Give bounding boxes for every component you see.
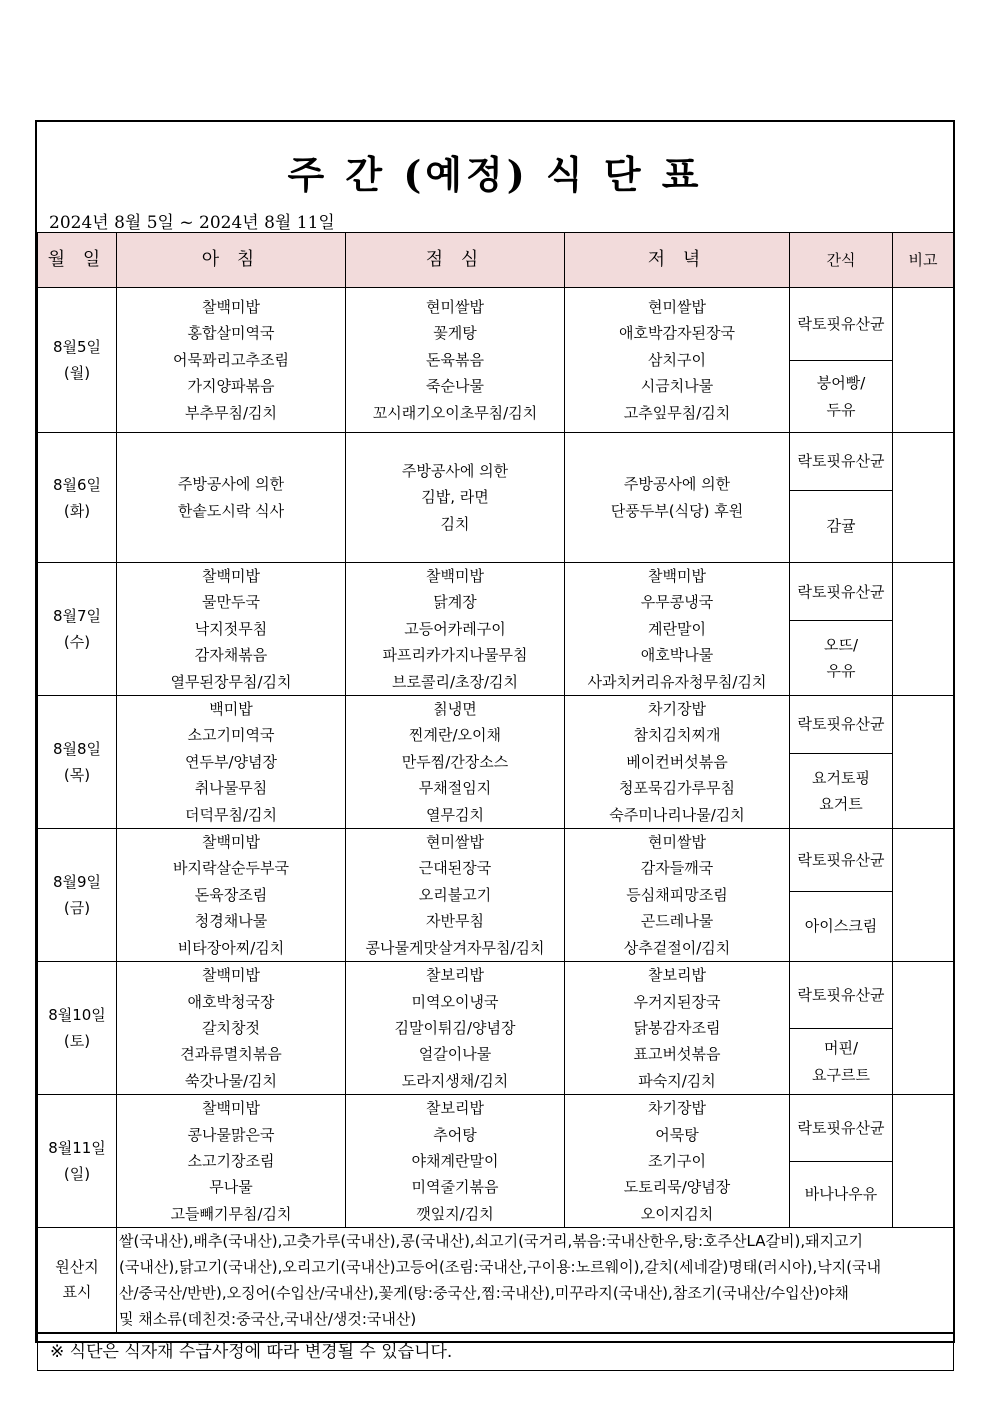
menu-item: 곤드레나물 (640, 912, 714, 931)
day-weekday: (월) (63, 364, 91, 382)
menu-item: 오이지김치 (640, 1204, 714, 1223)
menu-item: 닭계장 (433, 593, 477, 612)
menu-item: 칡냉면 (433, 700, 477, 719)
menu-item: 주방공사에 의한 (401, 461, 509, 480)
breakfast-cell (117, 1095, 346, 1228)
dinner-cell (565, 962, 790, 1095)
snack-item: 머핀/ (823, 1039, 859, 1058)
menu-item: 갈치창젓 (202, 1018, 260, 1037)
breakfast-cell (117, 433, 346, 563)
remark-cell (893, 829, 954, 962)
menu-item: 차기장밥 (648, 700, 706, 719)
menu-item: 숙주미나리나물/김치 (609, 805, 745, 824)
origin-line: (국내산),닭고기(국내산),오리고기(국내산)고등어(조림:국내산,구이용:노르웨이),갈치(세네갈)명태(러시아),낙지(국내 (119, 1258, 882, 1277)
page-title: 주 간 (예정) 식 단 표 (287, 152, 703, 197)
origin-label-line: 원산지 (55, 1258, 99, 1277)
day-weekday: (화) (63, 501, 91, 520)
day-cell (38, 829, 117, 962)
snack-top-cell: 락토핏유산균 (790, 563, 893, 621)
day-row (38, 288, 954, 361)
day-cell (38, 696, 117, 829)
remark-cell (893, 563, 954, 696)
dinner-cell (565, 563, 790, 696)
menu-item: 돈육볶음 (426, 350, 484, 369)
menu-item: 낙지젓무침 (194, 619, 268, 638)
header-row (38, 233, 954, 288)
snack-top-cell: 락토핏유산균 (790, 288, 893, 361)
menu-item: 비타장아찌/김치 (177, 938, 285, 957)
day-date: 8월8일 (52, 740, 102, 759)
day-date: 8월11일 (48, 1139, 106, 1158)
day-cell (38, 1095, 117, 1228)
menu-item: 오리불고기 (418, 885, 492, 904)
day-weekday: (금) (63, 899, 91, 918)
menu-item: 견과류멸치볶음 (180, 1045, 282, 1064)
note-row (38, 1333, 954, 1371)
menu-item: 조기구이 (648, 1151, 706, 1170)
menu-item: 열무된장무침/김치 (170, 672, 292, 691)
menu-item: 미역줄기볶음 (411, 1178, 499, 1197)
day-date: 8월6일 (52, 475, 102, 494)
remark-cell (893, 433, 954, 563)
menu-item: 쑥갓나물/김치 (185, 1071, 277, 1090)
snack-bottom-cell (790, 754, 893, 829)
lunch-cell (346, 563, 565, 696)
day-cell (38, 563, 117, 696)
menu-item: 사과치커리유자청무침/김치 (587, 672, 767, 691)
day-row (38, 829, 954, 891)
menu-item: 우거지된장국 (633, 992, 721, 1011)
origin-line: 쌀(국내산),배추(국내산),고춧가루(국내산),콩(국내산),쇠고기(국거리,볶음:국내산한우,탕:호주산LA갈비),돼지고기 (119, 1232, 864, 1251)
menu-item: 현미쌀밥 (426, 297, 484, 316)
day-row (38, 563, 954, 621)
menu-item: 부추무침/김치 (185, 403, 277, 422)
menu-item: 차기장밥 (648, 1099, 706, 1118)
origin-label-line: 표시 (62, 1283, 92, 1302)
day-row (38, 962, 954, 1029)
menu-item: 현미쌀밥 (648, 833, 706, 852)
breakfast-cell (117, 829, 346, 962)
snack-item: 오뜨/ (823, 635, 859, 654)
snack-item: 우유 (826, 662, 856, 681)
day-row (38, 433, 954, 491)
menu-item: 파숙지/김치 (638, 1071, 716, 1090)
menu-item: 야채계란말이 (411, 1151, 499, 1170)
menu-item: 취나물무침 (194, 779, 268, 798)
dinner-cell (565, 696, 790, 829)
menu-item: 브로콜리/초장/김치 (391, 672, 519, 691)
menu-item: 찰백미밥 (202, 297, 260, 316)
day-cell (38, 433, 117, 563)
day-date: 8월10일 (48, 1006, 106, 1025)
snack-top-cell: 락토핏유산균 (790, 829, 893, 891)
lunch-cell (346, 696, 565, 829)
day-date: 8월7일 (52, 607, 102, 626)
remark-cell (893, 288, 954, 433)
menu-item: 참치김치찌개 (633, 726, 721, 745)
snack-item: 바나나우유 (804, 1185, 878, 1204)
menu-item: 추어탕 (433, 1125, 477, 1144)
remark-cell (893, 962, 954, 1095)
menu-item: 우무콩냉국 (640, 593, 714, 612)
menu-item: 현미쌀밥 (648, 297, 706, 316)
menu-item: 어묵탕 (655, 1125, 699, 1144)
snack-top-cell: 락토핏유산균 (790, 962, 893, 1029)
lunch-cell (346, 829, 565, 962)
menu-item: 찰백미밥 (426, 567, 484, 585)
menu-item: 감자채볶음 (194, 646, 268, 665)
menu-item: 청경채나물 (194, 912, 268, 931)
menu-item: 만두찜/간장소스 (401, 752, 509, 771)
remark-cell (893, 696, 954, 829)
header-remark: 비고 (893, 233, 954, 288)
header-breakfast: 아 침 (117, 233, 346, 288)
menu-sheet (35, 120, 955, 1362)
snack-bottom-cell (790, 491, 893, 563)
snack-bottom-cell (790, 1161, 893, 1228)
menu-item: 삼치구이 (648, 350, 706, 369)
menu-item: 콩나물게맛살겨자무침/김치 (365, 938, 545, 957)
menu-item: 닭봉감자조림 (633, 1018, 721, 1037)
origin-label (38, 1228, 117, 1334)
menu-item: 연두부/양념장 (185, 752, 277, 771)
day-cell (38, 288, 117, 433)
menu-item: 찰보리밥 (426, 1099, 484, 1118)
menu-item: 열무김치 (426, 805, 484, 824)
menu-item: 돈육장조림 (194, 885, 268, 904)
menu-item: 얼갈이나물 (418, 1045, 492, 1064)
menu-item: 꼬시래기오이초무침/김치 (372, 403, 538, 422)
menu-item: 현미쌀밥 (426, 833, 484, 852)
day-row (38, 1095, 954, 1162)
menu-item: 표고버섯볶음 (633, 1045, 721, 1064)
snack-bottom-cell (790, 1029, 893, 1095)
menu-item: 계란말이 (648, 619, 706, 638)
menu-item: 단풍두부(식당) 후원 (610, 501, 744, 520)
breakfast-cell (117, 696, 346, 829)
menu-item: 감자들깨국 (640, 859, 714, 878)
menu-item: 주방공사에 의한 (177, 475, 285, 494)
breakfast-cell (117, 563, 346, 696)
origin-text (117, 1228, 954, 1334)
menu-item: 콩나물맑은국 (187, 1125, 275, 1144)
menu-item: 죽순나물 (426, 377, 484, 396)
dinner-cell (565, 829, 790, 962)
snack-top-cell: 락토핏유산균 (790, 433, 893, 491)
snack-item: 붕어빵/ (816, 374, 866, 393)
menu-item: 애호박감자된장국 (619, 324, 735, 343)
dinner-cell (565, 433, 790, 563)
snack-bottom-cell (790, 621, 893, 696)
menu-item: 김치 (440, 514, 470, 533)
snack-item: 요거트 (819, 795, 863, 814)
menu-item: 찰백미밥 (648, 567, 706, 585)
day-weekday: (토) (63, 1032, 91, 1051)
snack-bottom-cell (790, 891, 893, 962)
menu-item: 깻잎지/김치 (416, 1204, 494, 1223)
menu-item: 고추잎무침/김치 (623, 403, 731, 422)
origin-row (38, 1228, 954, 1334)
menu-item: 찰보리밥 (426, 966, 484, 985)
day-weekday: (수) (63, 633, 91, 652)
day-date: 8월9일 (52, 873, 102, 892)
menu-item: 꽃게탕 (433, 324, 477, 343)
menu-item: 찰백미밥 (202, 833, 260, 852)
menu-item: 무나물 (209, 1178, 253, 1197)
snack-item: 두유 (826, 400, 856, 419)
header-snack: 간식 (790, 233, 893, 288)
menu-item: 소고기장조림 (187, 1151, 275, 1170)
snack-bottom-cell (790, 361, 893, 433)
snack-item: 요구르트 (812, 1065, 870, 1084)
remark-cell (893, 1095, 954, 1228)
lunch-cell (346, 1095, 565, 1228)
lunch-cell (346, 433, 565, 563)
header-lunch: 점 심 (346, 233, 565, 288)
menu-item: 한솥도시락 식사 (177, 501, 285, 520)
dinner-cell (565, 1095, 790, 1228)
menu-item: 등심채피망조림 (626, 885, 728, 904)
snack-top-cell: 락토핏유산균 (790, 696, 893, 754)
snack-item: 감귤 (826, 517, 856, 536)
menu-item: 자반무침 (426, 912, 484, 931)
day-weekday: (목) (63, 766, 91, 785)
header-day: 월 일 (38, 233, 117, 288)
menu-item: 홍합살미역국 (187, 324, 275, 343)
menu-item: 베이컨버섯볶음 (626, 752, 728, 771)
dinner-cell (565, 288, 790, 433)
origin-line: 및 채소류(데친것:중국산,국내산/생것:국내산) (119, 1310, 417, 1329)
menu-item: 도라지생채/김치 (401, 1071, 509, 1090)
menu-item: 고들빼기무침/김치 (170, 1204, 292, 1223)
lunch-cell (346, 962, 565, 1095)
menu-item: 어묵꽈리고추조림 (173, 350, 289, 369)
menu-item: 근대된장국 (418, 859, 492, 878)
date-range: 2024년 8월 5일 ~ 2024년 8월 11일 (49, 213, 335, 233)
menu-item: 애호박청국장 (187, 992, 275, 1011)
snack-item: 아이스크림 (804, 917, 878, 936)
menu-table (37, 232, 954, 1371)
day-row (38, 696, 954, 754)
menu-item: 백미밥 (209, 700, 253, 719)
menu-item: 도토리묵/양념장 (623, 1178, 731, 1197)
day-date: 8월5일 (52, 338, 102, 356)
day-weekday: (일) (63, 1165, 91, 1184)
snack-top-cell: 락토핏유산균 (790, 1095, 893, 1162)
breakfast-cell (117, 288, 346, 433)
snack-item: 요거토핑 (812, 768, 870, 787)
header-dinner: 저 녁 (565, 233, 790, 288)
menu-item: 찰백미밥 (202, 567, 260, 585)
menu-item: 시금치나물 (640, 377, 714, 396)
origin-line: 산/중국산/반반),오징어(수입산/국내산),꽃게(탕:중국산,찜:국내산),미꾸라지(국내산),참조기(국내산/수입산)야채 (119, 1284, 849, 1303)
menu-item: 김말이튀김/양념장 (394, 1018, 516, 1037)
footer-note: ※ 식단은 식자재 수급사정에 따라 변경될 수 있습니다. (38, 1333, 954, 1371)
menu-item: 바지락살순두부국 (173, 859, 289, 878)
menu-item: 미역오이냉국 (411, 992, 499, 1011)
menu-item: 찰백미밥 (202, 1099, 260, 1118)
menu-item: 찰보리밥 (648, 966, 706, 985)
menu-item: 고등어카레구이 (404, 619, 506, 638)
menu-item: 청포묵김가루무침 (619, 779, 735, 798)
menu-item: 물만두국 (202, 593, 260, 612)
menu-item: 무채절임지 (418, 779, 492, 798)
menu-item: 상추겉절이/김치 (623, 938, 731, 957)
menu-item: 더덕무침/김치 (185, 805, 277, 824)
menu-item: 애호박나물 (640, 646, 714, 665)
menu-item: 파프리카가지나물무침 (382, 646, 528, 665)
lunch-cell (346, 288, 565, 433)
menu-item: 주방공사에 의한 (623, 475, 731, 494)
menu-item: 소고기미역국 (187, 726, 275, 745)
menu-item: 찰백미밥 (202, 966, 260, 985)
day-cell (38, 962, 117, 1095)
menu-item: 찐계란/오이채 (409, 726, 501, 745)
breakfast-cell (117, 962, 346, 1095)
menu-item: 가지양파볶음 (187, 377, 275, 396)
menu-item: 김밥, 라면 (421, 488, 489, 507)
